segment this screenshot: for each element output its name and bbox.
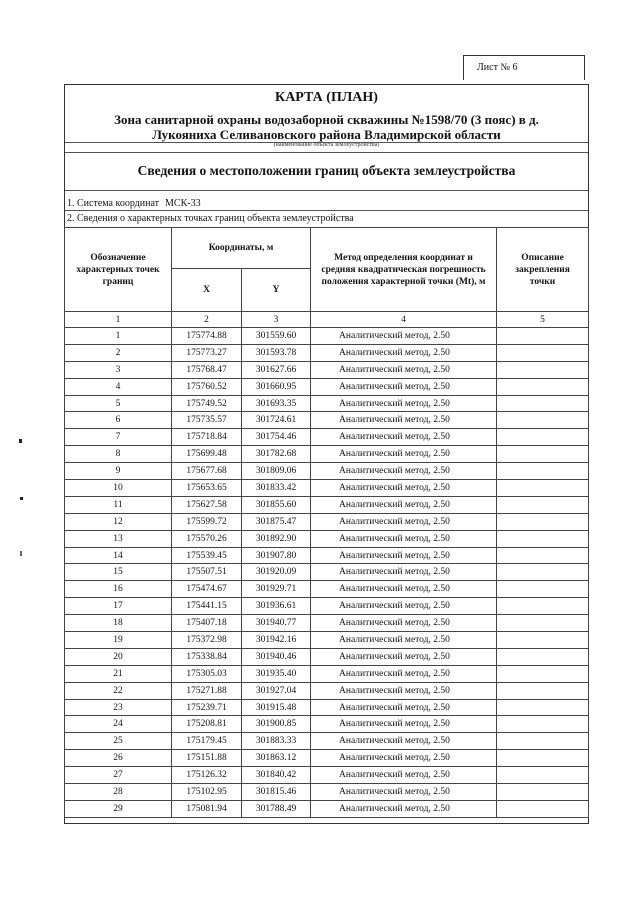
x-coordinate-cell: 175305.03: [172, 665, 242, 682]
method-cell: Аналитический метод, 2.50: [311, 581, 497, 598]
point-cell: 11: [65, 496, 172, 513]
y-coordinate-cell: 301900.85: [242, 716, 311, 733]
point-cell: 24: [65, 716, 172, 733]
point-cell: 13: [65, 530, 172, 547]
x-coordinate-cell: 175768.47: [172, 361, 242, 378]
description-cell: [497, 784, 589, 801]
x-coordinate-cell: 175372.98: [172, 632, 242, 649]
column-number: 3: [242, 312, 311, 328]
method-cell: Аналитический метод, 2.50: [311, 429, 497, 446]
description-cell: [497, 665, 589, 682]
x-coordinate-cell: 175081.94: [172, 800, 242, 817]
document-subtitle: [65, 112, 588, 142]
column-number-row: [65, 312, 589, 328]
description-cell: [497, 750, 589, 767]
sheet-number-box: [463, 55, 585, 80]
y-coordinate-cell: 301942.16: [242, 632, 311, 649]
y-coordinate-cell: 301907.80: [242, 547, 311, 564]
header-x: X: [172, 269, 242, 312]
x-coordinate-cell: 175102.95: [172, 784, 242, 801]
point-cell: 27: [65, 767, 172, 784]
y-coordinate-cell: 301940.46: [242, 648, 311, 665]
method-cell: Аналитический метод, 2.50: [311, 682, 497, 699]
method-cell: Аналитический метод, 2.50: [311, 716, 497, 733]
y-coordinate-cell: 301927.04: [242, 682, 311, 699]
method-cell: Аналитический метод, 2.50: [311, 767, 497, 784]
method-cell: Аналитический метод, 2.50: [311, 513, 497, 530]
table-row: [65, 412, 589, 429]
y-coordinate-cell: 301863.12: [242, 750, 311, 767]
table-row: [65, 750, 589, 767]
x-coordinate-cell: 175773.27: [172, 344, 242, 361]
column-number: 2: [172, 312, 242, 328]
y-coordinate-cell: 301559.60: [242, 328, 311, 345]
y-coordinate-cell: 301593.78: [242, 344, 311, 361]
divider: [65, 152, 588, 153]
x-coordinate-cell: 175699.48: [172, 446, 242, 463]
point-cell: 25: [65, 733, 172, 750]
description-cell: [497, 733, 589, 750]
x-coordinate-cell: 175570.26: [172, 530, 242, 547]
method-cell: Аналитический метод, 2.50: [311, 615, 497, 632]
method-cell: Аналитический метод, 2.50: [311, 530, 497, 547]
description-cell: [497, 412, 589, 429]
description-cell: [497, 328, 589, 345]
method-cell: Аналитический метод, 2.50: [311, 344, 497, 361]
header-y: Y: [242, 269, 311, 312]
method-cell: Аналитический метод, 2.50: [311, 496, 497, 513]
y-coordinate-cell: 301929.71: [242, 581, 311, 598]
column-number: 5: [497, 312, 589, 328]
point-cell: 6: [65, 412, 172, 429]
description-cell: [497, 648, 589, 665]
point-cell: 28: [65, 784, 172, 801]
table-row: [65, 564, 589, 581]
x-coordinate-cell: 175208.81: [172, 716, 242, 733]
description-cell: [497, 581, 589, 598]
method-cell: Аналитический метод, 2.50: [311, 648, 497, 665]
method-cell: Аналитический метод, 2.50: [311, 480, 497, 497]
table-row: [65, 615, 589, 632]
table-row: [65, 395, 589, 412]
method-cell: Аналитический метод, 2.50: [311, 446, 497, 463]
table-row: [65, 733, 589, 750]
method-cell: Аналитический метод, 2.50: [311, 665, 497, 682]
y-coordinate-cell: 301782.68: [242, 446, 311, 463]
x-coordinate-cell: 175718.84: [172, 429, 242, 446]
table-row: [65, 429, 589, 446]
description-cell: [497, 682, 589, 699]
y-coordinate-cell: 301660.95: [242, 378, 311, 395]
table-row: [65, 784, 589, 801]
method-cell: Аналитический метод, 2.50: [311, 784, 497, 801]
y-coordinate-cell: 301875.47: [242, 513, 311, 530]
point-cell: 29: [65, 800, 172, 817]
method-cell: Аналитический метод, 2.50: [311, 463, 497, 480]
description-cell: [497, 564, 589, 581]
method-cell: Аналитический метод, 2.50: [311, 395, 497, 412]
x-coordinate-cell: 175407.18: [172, 615, 242, 632]
description-cell: [497, 395, 589, 412]
x-coordinate-cell: 175338.84: [172, 648, 242, 665]
table-row: [65, 648, 589, 665]
table-row: [65, 344, 589, 361]
y-coordinate-cell: 301935.40: [242, 665, 311, 682]
method-cell: Аналитический метод, 2.50: [311, 750, 497, 767]
x-coordinate-cell: 175760.52: [172, 378, 242, 395]
table-header-row: [65, 228, 589, 269]
description-cell: [497, 615, 589, 632]
point-cell: 8: [65, 446, 172, 463]
description-cell: [497, 800, 589, 817]
point-cell: 2: [65, 344, 172, 361]
point-cell: 3: [65, 361, 172, 378]
y-coordinate-cell: 301693.35: [242, 395, 311, 412]
method-cell: Аналитический метод, 2.50: [311, 547, 497, 564]
x-coordinate-cell: 175539.45: [172, 547, 242, 564]
x-coordinate-cell: 175774.88: [172, 328, 242, 345]
x-coordinate-cell: 175677.68: [172, 463, 242, 480]
table-row: [65, 699, 589, 716]
x-coordinate-cell: 175735.57: [172, 412, 242, 429]
x-coordinate-cell: 175126.32: [172, 767, 242, 784]
point-cell: 22: [65, 682, 172, 699]
sheet-number-label: Лист № 6: [477, 62, 518, 73]
point-cell: 23: [65, 699, 172, 716]
x-coordinate-cell: 175653.65: [172, 480, 242, 497]
point-cell: 16: [65, 581, 172, 598]
y-coordinate-cell: 301724.61: [242, 412, 311, 429]
description-cell: [497, 496, 589, 513]
point-cell: 20: [65, 648, 172, 665]
coordinate-system-label: 1. Система координат: [67, 198, 160, 209]
x-coordinate-cell: 175151.88: [172, 750, 242, 767]
method-cell: Аналитический метод, 2.50: [311, 412, 497, 429]
description-cell: [497, 716, 589, 733]
x-coordinate-cell: 175507.51: [172, 564, 242, 581]
table-row: [65, 581, 589, 598]
y-coordinate-cell: 301627.66: [242, 361, 311, 378]
y-coordinate-cell: 301815.46: [242, 784, 311, 801]
method-cell: Аналитический метод, 2.50: [311, 328, 497, 345]
method-cell: Аналитический метод, 2.50: [311, 378, 497, 395]
method-cell: Аналитический метод, 2.50: [311, 632, 497, 649]
table-row: [65, 513, 589, 530]
table-row: [65, 361, 589, 378]
point-cell: 5: [65, 395, 172, 412]
y-coordinate-cell: 301892.90: [242, 530, 311, 547]
point-cell: 10: [65, 480, 172, 497]
point-cell: 12: [65, 513, 172, 530]
scan-speck: [19, 439, 22, 443]
table-row: [65, 665, 589, 682]
point-cell: 9: [65, 463, 172, 480]
divider: [65, 210, 588, 211]
column-number: 1: [65, 312, 172, 328]
description-cell: [497, 378, 589, 395]
x-coordinate-cell: 175441.15: [172, 598, 242, 615]
coordinate-system-line: [67, 198, 201, 209]
description-cell: [497, 429, 589, 446]
boundary-points-table: [64, 227, 589, 818]
y-coordinate-cell: 301833.42: [242, 480, 311, 497]
table-row: [65, 530, 589, 547]
x-coordinate-cell: 175271.88: [172, 682, 242, 699]
header-point: Обозначение характерных точек границ: [65, 228, 172, 312]
divider: [65, 190, 588, 191]
table-row: [65, 598, 589, 615]
method-cell: Аналитический метод, 2.50: [311, 361, 497, 378]
point-cell: 18: [65, 615, 172, 632]
y-coordinate-cell: 301915.48: [242, 699, 311, 716]
x-coordinate-cell: 175627.58: [172, 496, 242, 513]
description-cell: [497, 598, 589, 615]
point-cell: 4: [65, 378, 172, 395]
section-title: Сведения о местоположении границ объекта землеустройства: [137, 163, 516, 178]
x-coordinate-cell: 175599.72: [172, 513, 242, 530]
points-section-line: [67, 213, 354, 224]
description-cell: [497, 767, 589, 784]
scan-speck: [20, 497, 23, 500]
coordinate-system-value: МСК-33: [165, 198, 201, 209]
document-title: КАРТА (ПЛАН): [275, 90, 378, 105]
table-row: [65, 446, 589, 463]
table-row: [65, 463, 589, 480]
column-number: 4: [311, 312, 497, 328]
x-coordinate-cell: 175474.67: [172, 581, 242, 598]
y-coordinate-cell: 301788.49: [242, 800, 311, 817]
method-cell: Аналитический метод, 2.50: [311, 800, 497, 817]
x-coordinate-cell: 175239.71: [172, 699, 242, 716]
y-coordinate-cell: 301883.33: [242, 733, 311, 750]
table-row: [65, 378, 589, 395]
description-cell: [497, 446, 589, 463]
table-row: [65, 682, 589, 699]
description-cell: [497, 547, 589, 564]
y-coordinate-cell: 301754.46: [242, 429, 311, 446]
table-body: [65, 328, 589, 818]
method-cell: Аналитический метод, 2.50: [311, 564, 497, 581]
subtitle-line-1: Зона санитарной охраны водозаборной скважины №1598/70 (3 пояс) в д.: [114, 112, 539, 127]
subtitle-line-2: Лукояниха Селивановского района Владимирской области: [152, 127, 501, 142]
y-coordinate-cell: 301920.09: [242, 564, 311, 581]
y-coordinate-cell: 301936.61: [242, 598, 311, 615]
y-coordinate-cell: 301809.06: [242, 463, 311, 480]
description-cell: [497, 361, 589, 378]
document-frame: [64, 84, 589, 824]
x-coordinate-cell: 175179.45: [172, 733, 242, 750]
description-cell: [497, 530, 589, 547]
point-cell: 26: [65, 750, 172, 767]
header-method: Метод определения координат и средняя квадратическая погрешность положения характерной точки (Mt), м: [311, 228, 497, 312]
y-coordinate-cell: 301840.42: [242, 767, 311, 784]
method-cell: Аналитический метод, 2.50: [311, 733, 497, 750]
table-row: [65, 767, 589, 784]
description-cell: [497, 480, 589, 497]
point-cell: 14: [65, 547, 172, 564]
point-cell: 21: [65, 665, 172, 682]
y-coordinate-cell: 301855.60: [242, 496, 311, 513]
method-cell: Аналитический метод, 2.50: [311, 699, 497, 716]
point-cell: 17: [65, 598, 172, 615]
y-coordinate-cell: 301940.77: [242, 615, 311, 632]
points-section-label: 2. Сведения о характерных точках границ объекта землеустройства: [67, 213, 354, 224]
method-cell: Аналитический метод, 2.50: [311, 598, 497, 615]
table-row: [65, 800, 589, 817]
point-cell: 7: [65, 429, 172, 446]
point-cell: 15: [65, 564, 172, 581]
table-row: [65, 328, 589, 345]
table-row: [65, 716, 589, 733]
description-cell: [497, 513, 589, 530]
table-row: [65, 480, 589, 497]
point-cell: 1: [65, 328, 172, 345]
description-cell: [497, 463, 589, 480]
header-coordinates: Координаты, м: [172, 228, 311, 269]
description-cell: [497, 344, 589, 361]
description-cell: [497, 632, 589, 649]
table-row: [65, 632, 589, 649]
object-caption: (наименование объекта землеустройства): [273, 142, 380, 148]
x-coordinate-cell: 175749.52: [172, 395, 242, 412]
point-cell: 19: [65, 632, 172, 649]
table-row: [65, 496, 589, 513]
table-row: [65, 547, 589, 564]
description-cell: [497, 699, 589, 716]
scan-speck: [20, 551, 22, 556]
header-description: Описание закрепления точки: [497, 228, 589, 312]
